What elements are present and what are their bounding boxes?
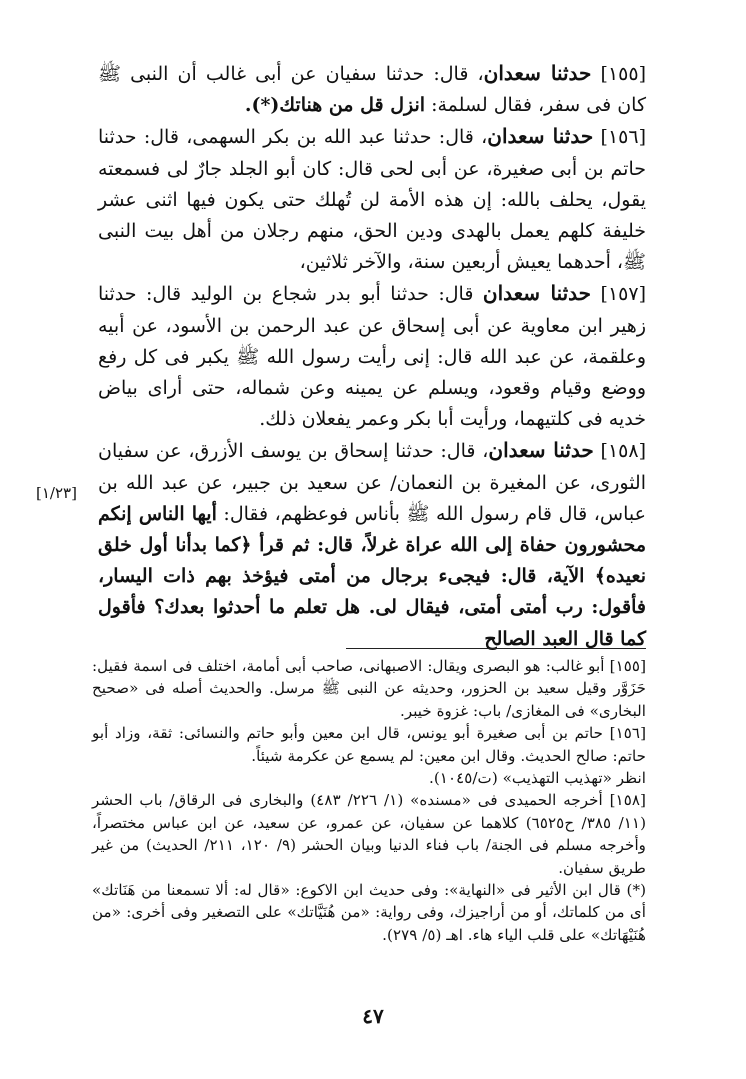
hadith-156: [98, 121, 646, 278]
footnote-155: [١٥٥] أبو غالب: هو البصرى ويقال: الاصبهانى، صاحب أبى أمامة، اختلف فى اسمة فقيل: حَزَوَّر وقيل سعيد بن الحزور، وحديثه عن النبى ﷺ مرسل. والحديث أصله فى «صحيح البخارى» فى المغازى/ باب: غزوة خيبر.: [92, 657, 646, 720]
hadith-number: [١٥٧]: [600, 283, 646, 306]
footnote-divider: [346, 648, 646, 649]
footnote-158: [١٥٨] أخرجه الحميدى فى «مسنده» (١/ ٢٢٦/ ٤٨٣) والبخارى فى الرقاق/ باب الحشر (١١/ ٣٨٥/ ح٦٥٢٥) كلاهما عن سفيان، عن عمرو، عن سعيد، عن ابن عباس مختصراً، وأخرجه مسلم فى الجنة/ باب فناء الدنيا وبيان الحشر (٩/ ١٢٠، ٢١١/ الحديث) من غير طريق سفيان.: [92, 791, 646, 877]
hadith-155: [98, 58, 646, 121]
hadith-number: [١٥٦]: [600, 126, 646, 149]
hadith-text: ، قال: حدثنا إسحاق بن يوسف الأزرق، عن سفيان الثورى، عن المغيرة بن النعمان/ عن سعيد بن جبير، عن عبد الله بن عباس، قال قام رسول الله ﷺ بأناس فوعظهم، فقال:: [98, 440, 646, 525]
hadith-158: [98, 435, 646, 654]
hadith-text: قال: حدثنا أبو بدر شجاع بن الوليد قال: حدثنا زهير ابن معاوية عن أبى إسحاق عن عبد الرحمن بن الأسود، عن أبيه وعلقمة، عن عبد الله قال: إنى رأيت رسول الله ﷺ يكبر فى كل رفع ووضع وقيام وقعود، ويسلم عن يمينه وعن شماله، حتى أراى بياض خديه فى كلتيهما، ورأيت أبا بكر وعمر يفعلان ذلك.: [98, 283, 646, 431]
hadith-bold-text: انزل قل من هناتك(*).: [244, 94, 426, 117]
hadith-number: [١٥٥]: [600, 63, 647, 85]
page-number: ٤٧: [362, 1004, 384, 1028]
hadith-keyword: حدثنا سعدان: [483, 61, 592, 85]
hadith-keyword: حدثنا سعدان: [488, 438, 594, 463]
margin-reference: [١/٢٣]: [36, 484, 77, 502]
footnote-156: [١٥٦] حاتم بن أبى صغيرة أبو يونس، قال ابن معين وأبو حاتم والنسائى: ثقة، وزاد أبو حاتم: صالح الحديث. وقال ابن معين: لم يسمع عن عكرمة شيئاً.: [92, 724, 646, 765]
hadith-bold-text: أيها الناس إنكم محشورون حفاة إلى الله عراة غرلاً، قال: ثم قرأ ﴿كما بدأنا أول خلق نعيده﴾ الآية، قال: فيجىء برجال من أمتى فيؤخذ بهم ذات اليسار، فأقول: رب أمتى أمتى، فيقال لى. هل تعلم ما أحدثوا بعدك؟ فأقول كما قال العبد الصالح: [98, 502, 646, 650]
hadith-number: [١٥٨]: [600, 440, 647, 463]
hadith-keyword: حدثنا سعدان: [482, 281, 592, 306]
hadith-text: ، قال: حدثنا عبد الله بن بكر السهمى، قال: حدثنا حاتم بن أبى صغيرة، عن أبى لحى قال: كان أبو الجلد جارٌ لى فسمعته يقول، يحلف بالله: إن هذه الأمة لن تُهلك حتى يكون فيها اثنى عشر خليفة كلهم يعمل بالهدى ودين الحق، منهم رجلان من أهل بيت النبى ﷺ، أحدهما يعيش أربعين سنة، والآخر ثلاثين،: [98, 126, 646, 274]
footnote-156-ref: انظر «تهذيب التهذيب» (ت/١٠٤٥).: [429, 769, 646, 788]
footnotes: [92, 655, 646, 946]
footnote-star: (*) قال ابن الأثير فى «النهاية»: وفى حديث ابن الاكوع: «قال له: ألا تسمعنا من هَنَاتك» أى من كلماتك، أو من أراجيزك، وفى رواية: «من هُنَيَّاتك» على التصغير وفى أخرى: «من هُنَيْهَاتك» على قلب الياء هاء. اهـ (٥/ ٢٧٩).: [92, 881, 646, 944]
hadith-text: ، قال: حدثنا سفيان عن أبى غالب أن النبى ﷺ كان فى سفر، فقال لسلمة:: [98, 63, 646, 117]
main-text: [98, 50, 646, 655]
hadith-keyword: حدثنا سعدان: [487, 124, 594, 149]
hadith-157: [98, 278, 646, 435]
